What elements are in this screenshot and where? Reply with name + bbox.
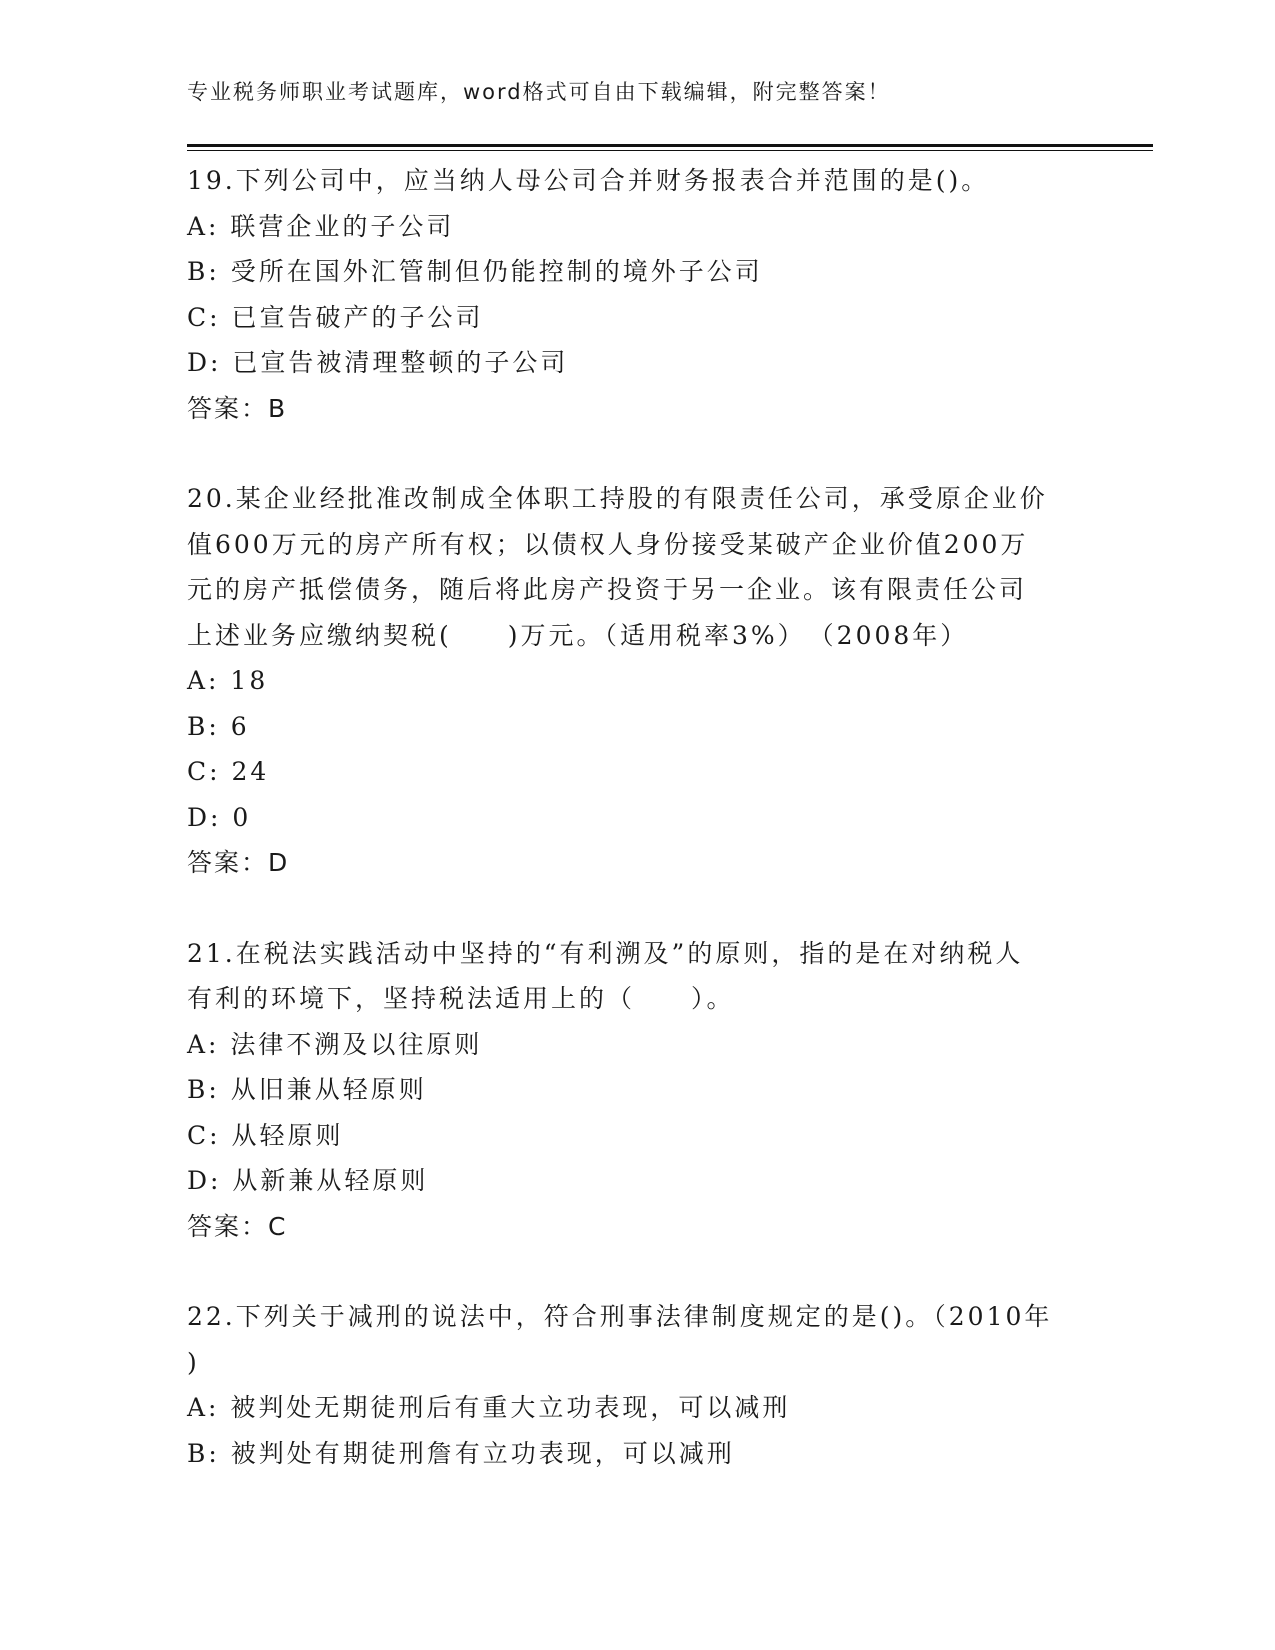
option-d: D: 已宣告被清理整顿的子公司 [187,348,569,377]
header-rule-thick [187,144,1153,147]
question-text: 20.某企业经批准改制成全体职工持股的有限责任公司，承受原企业价 [187,484,1048,513]
option-b: B: 从旧兼从轻原则 [187,1075,427,1104]
option-a: A: 被判处无期徒刑后有重大立功表现，可以减刑 [187,1393,791,1422]
question-19 [187,158,1087,431]
answer: 答案：C [187,1211,288,1241]
option-a: A: 18 [187,666,269,695]
question-text: 有利的环境下，坚持税法适用上的（ ）。 [187,984,735,1013]
question-list [187,158,1087,1476]
option-c: C: 从轻原则 [187,1120,344,1150]
answer: 答案：B [187,393,288,423]
question-22 [187,1294,1087,1476]
question-text: 值600万元的房产所有权；以债权人身份接受某破产企业价值200万 [187,529,1029,559]
option-c: C: 24 [187,757,270,786]
question-text: 上述业务应缴纳契税( )万元。（适用税率3%） （2008年） [187,620,969,650]
question-20 [187,476,1087,886]
page-header: 专业税务师职业考试题库，word格式可自由下载编辑，附完整答案！ [187,80,891,104]
question-text: 元的房产抵偿债务，随后将此房产投资于另一企业。该有限责任公司 [187,575,1028,604]
question-21 [187,931,1087,1250]
option-b: B: 被判处有期徒刑詹有立功表现，可以减刑 [187,1438,735,1468]
answer: 答案：D [187,848,290,877]
question-text: 22.下列关于减刑的说法中，符合刑事法律制度规定的是()。（2010年 [187,1302,1053,1331]
option-a: A: 法律不溯及以往原则 [187,1029,483,1059]
option-b: B: 受所在国外汇管制但仍能控制的境外子公司 [187,257,763,286]
option-b: B: 6 [187,711,250,741]
header-rule-thin [187,150,1153,151]
option-a: A: 联营企业的子公司 [187,211,455,241]
option-d: D: 从新兼从轻原则 [187,1166,429,1195]
option-d: D: 0 [187,802,252,832]
question-text: ) [187,1347,200,1377]
option-c: C: 已宣告破产的子公司 [187,302,484,332]
question-text: 19.下列公司中，应当纳人母公司合并财务报表合并范围的是()。 [187,166,990,195]
question-text: 21.在税法实践活动中坚持的“有利溯及”的原则，指的是在对纳税人 [187,938,1024,968]
